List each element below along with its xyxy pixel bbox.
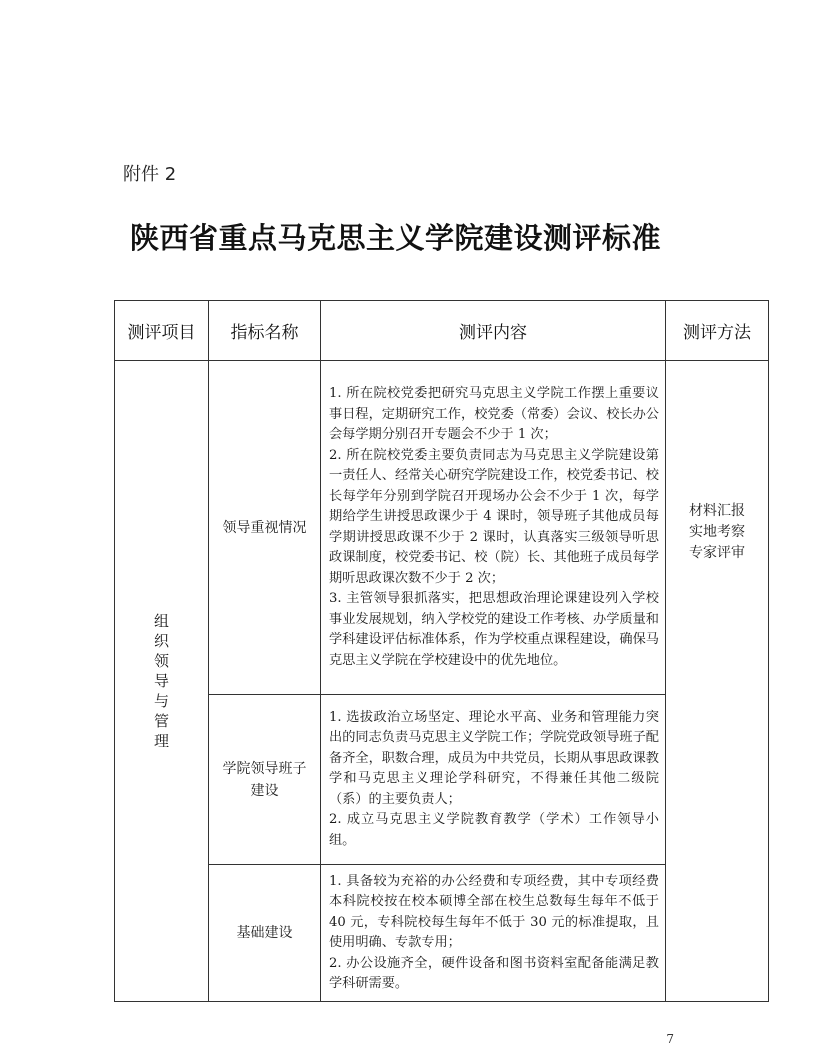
method-cell <box>666 361 769 1002</box>
method-item: 实地考察 <box>689 524 745 540</box>
category-label: 组织领导与管理 <box>153 612 169 750</box>
content-paragraph: 1. 所在院校党委把研究马克思主义学院工作摆上重要议事日程，定期研究工作，校党委（常委）会议、校长办公会每学期分别召开专题会不少于 1 次； <box>329 386 659 442</box>
indicator-content <box>321 695 666 865</box>
document-title: 陕西省重点马克思主义学院建设测评标准 <box>130 221 662 255</box>
method-item: 专家评审 <box>689 545 745 561</box>
indicator-name: 领导重视情况 <box>209 361 321 695</box>
indicator-content <box>321 865 666 1002</box>
content-paragraph: 3. 主管领导狠抓落实，把思想政治理论课建设列入学校事业发展规划，纳入学校党的建设工作考核、办学质量和学科建设评估标准体系，作为学校重点课程建设，确保马克思主义学院在学校建设中的优先地位。 <box>329 591 659 668</box>
table-row <box>115 361 769 695</box>
column-header-item: 测评项目 <box>115 301 209 361</box>
table-header-row <box>115 301 769 361</box>
column-header-indicator: 指标名称 <box>209 301 321 361</box>
method-item: 材料汇报 <box>689 503 745 519</box>
category-cell <box>115 361 209 1002</box>
content-paragraph: 1. 具备较为充裕的办公经费和专项经费，其中专项经费本科院校按在校本硕博全部在校生总数每生每年不低于 40 元，专科院校每生每年不低于 30 元的标准提取，且使用明确、专款专用； <box>329 873 659 950</box>
column-header-content: 测评内容 <box>321 301 666 361</box>
evaluation-standard-table <box>114 300 769 1002</box>
indicator-content <box>321 361 666 695</box>
attachment-label: 附件 2 <box>123 164 177 185</box>
content-paragraph: 2. 办公设施齐全，硬件设备和图书资料室配备能满足教学科研需要。 <box>329 955 659 991</box>
content-paragraph: 2. 所在院校党委主要负责同志为马克思主义学院建设第一责任人、经常关心研究学院建设工作，校党委书记、校长每学年分别到学院召开现场办公会不少于 1 次，每学期给学生讲授思政课少于 4 课时，领导班子其他成员每学期讲授思政课不少于 2 课时，认真落实三级领导听思政课制度，校党委书记、校（院）长、其他班子成员每学期听思政课次数不少于 2 次； <box>329 447 659 586</box>
indicator-name: 基础建设 <box>209 865 321 1002</box>
page-number: 7 <box>666 1032 674 1046</box>
content-paragraph: 2. 成立马克思主义学院教育教学（学术）工作领导小组。 <box>329 812 659 848</box>
indicator-name: 学院领导班子建设 <box>209 695 321 865</box>
column-header-method: 测评方法 <box>666 301 769 361</box>
content-paragraph: 1. 选拔政治立场坚定、理论水平高、业务和管理能力突出的同志负责马克思主义学院工作；学院党政领导班子配备齐全，职数合理，成员为中共党员，长期从事思政课教学和马克思主义理论学科研究，不得兼任其他二级院（系）的主要负责人； <box>329 709 659 807</box>
